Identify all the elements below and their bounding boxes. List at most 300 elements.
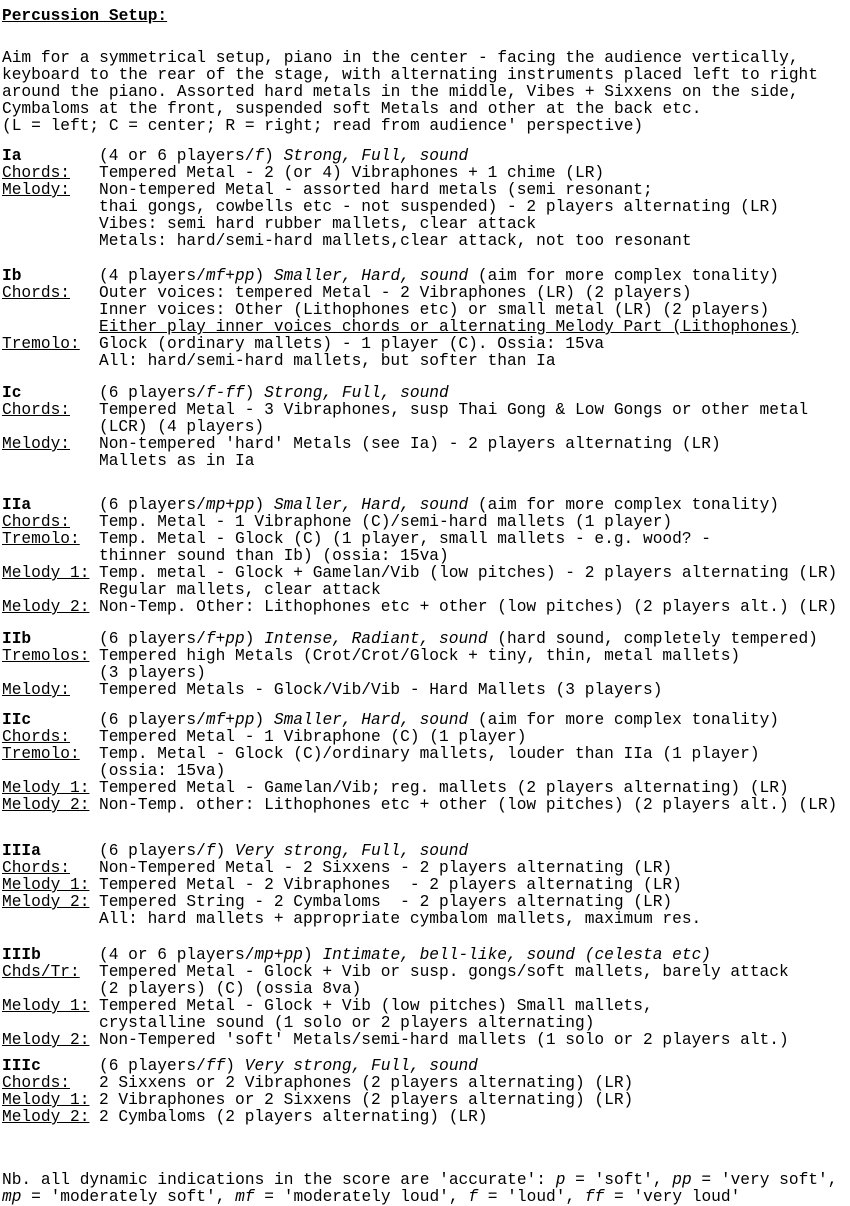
section-header-line: [2, 148, 850, 165]
row-label-text: Melody 1:: [2, 997, 90, 1015]
section-row-line: [2, 419, 850, 436]
text-run: Regular mallets, clear attack: [99, 581, 381, 599]
row-label-text: Tremolo:: [2, 745, 80, 763]
row-line-text: [99, 436, 721, 453]
section-id: [2, 843, 99, 860]
section-id-text: IIb: [2, 630, 32, 648]
text-run: Very strong, Full, sound: [244, 1057, 478, 1075]
row-label-text: Melody 1:: [2, 564, 90, 582]
row-label-text: Chords:: [2, 284, 70, 302]
row-line-text: [99, 877, 682, 894]
row-label: [2, 894, 99, 911]
text-run: mf+pp: [205, 711, 255, 729]
row-line-text: [99, 582, 381, 599]
footnote-line-2: [2, 1189, 850, 1206]
row-line-text: [99, 165, 604, 182]
text-run: mf+pp: [205, 267, 255, 285]
text-run: Tempered high Metals (Crot/Crot/Glock + tiny, thin, metal mallets): [99, 647, 741, 665]
row-label: [2, 648, 99, 665]
text-run: 2 Vibraphones or 2 Sixxens (2 players alternating) (LR): [99, 1091, 634, 1109]
text-run: Intimate, bell-like, sound (celesta etc): [322, 946, 712, 964]
section-row-line: [2, 682, 850, 699]
text-run: Mallets as in Ia: [99, 452, 255, 470]
row-line-text: [99, 665, 206, 682]
section-row-line: [2, 285, 850, 302]
text-run: Smaller, Hard, sound: [273, 711, 469, 729]
text-run: mp+pp: [205, 496, 255, 514]
text-run: (6 players/: [99, 842, 206, 860]
text-run: ): [254, 267, 274, 285]
section-row-line: [2, 964, 850, 981]
text-run: ): [264, 147, 284, 165]
row-line-text: [99, 319, 798, 336]
section-IIIa: [2, 843, 850, 928]
row-line-text: [99, 1032, 789, 1049]
section-row-line: [2, 582, 850, 599]
section-row-line: [2, 182, 850, 199]
section-header-text: [99, 497, 779, 514]
row-line-text: [99, 682, 662, 699]
row-line-text: [99, 797, 837, 814]
section-row-line: [2, 1015, 850, 1032]
text-run: Non-Temp. other: Lithophones etc + other (low pitches) (2 players alt.) (LR): [99, 796, 838, 814]
text-run: (3 players): [99, 664, 206, 682]
text-run: Temp. Metal - Glock (C)/ordinary mallets, louder than IIa (1 player): [99, 745, 760, 763]
section-row-line: [2, 548, 850, 565]
row-line-text: [99, 1075, 633, 1092]
row-label-text: Chords:: [2, 164, 70, 182]
row-label: [2, 797, 99, 814]
page-title: [2, 8, 850, 25]
row-label: [2, 565, 99, 582]
section-row-line: [2, 165, 850, 182]
section-row-line: [2, 648, 850, 665]
row-label: [2, 911, 99, 928]
row-label-text: Melody 2:: [2, 1108, 90, 1126]
row-label: [2, 336, 99, 353]
row-label: [2, 682, 99, 699]
text-run: (aim for more complex tonality): [468, 496, 780, 514]
text-run: Non-tempered 'hard' Metals (see Ia) - 2 players alternating (LR): [99, 435, 721, 453]
text-run: 2 Cymbaloms (2 players alternating) (LR): [99, 1108, 488, 1126]
text-run: Very strong, Full, sound: [235, 842, 469, 860]
text-run: ): [303, 946, 323, 964]
row-label: [2, 216, 99, 233]
row-label: [2, 1015, 99, 1032]
section-row-line: [2, 319, 850, 336]
text-run: Non-Tempered 'soft' Metals/semi-hard mallets (1 solo or 2 players alt.): [99, 1031, 789, 1049]
row-label: [2, 514, 99, 531]
row-label: [2, 780, 99, 797]
row-label-text: Melody 1:: [2, 779, 90, 797]
text-run: 2 Sixxens or 2 Vibraphones (2 players alternating) (LR): [99, 1074, 634, 1092]
text-run: mp+pp: [254, 946, 304, 964]
text-run: ): [215, 842, 236, 860]
row-label: [2, 998, 99, 1015]
text-run: (hard sound, completely tempered): [487, 630, 818, 648]
row-line-text: [99, 780, 789, 797]
text-run: = 'loud',: [478, 1188, 585, 1206]
row-label: [2, 302, 99, 319]
row-line-text: [99, 302, 769, 319]
row-label: [2, 665, 99, 682]
text-run: f: [205, 842, 216, 860]
intro-line-text: Aim for a symmetrical setup, piano in the center - facing the audience vertically,: [2, 49, 799, 67]
intro-line-text: around the piano. Assorted hard metals in the middle, Vibes + Sixxens on the side,: [2, 83, 799, 101]
row-label-text: Chords:: [2, 728, 70, 746]
text-run: mp: [2, 1188, 22, 1206]
row-line-text: [99, 1092, 633, 1109]
section-header-text: [99, 712, 779, 729]
row-label: [2, 582, 99, 599]
text-run: (6 players/: [99, 630, 206, 648]
section-row-line: [2, 780, 850, 797]
section-row-line: [2, 911, 850, 928]
intro-paragraph: [2, 50, 850, 135]
text-run: Either play inner voices chords or alternating Melody Part (Lithophones): [99, 318, 799, 336]
text-run: (2 players) (C) (ossia 8va): [99, 980, 362, 998]
text-run: crystalline sound (1 solo or 2 players alternating): [99, 1014, 595, 1032]
text-run: Tempered Metal - Glock + Vib or susp. gongs/soft mallets, barely attack: [99, 963, 789, 981]
section-header-line: [2, 712, 850, 729]
row-line-text: [99, 565, 837, 582]
text-run: mf: [235, 1188, 255, 1206]
section-header-text: [99, 268, 779, 285]
section-id: [2, 631, 99, 648]
text-run: Tempered Metal - Glock + Vib (low pitches) Small mallets,: [99, 997, 653, 1015]
section-id: [2, 947, 99, 964]
section-header-text: [99, 148, 468, 165]
row-line-text: [99, 548, 449, 565]
row-line-text: [99, 233, 692, 250]
section-row-line: [2, 216, 850, 233]
section-row-line: [2, 453, 850, 470]
text-run: f: [468, 1188, 479, 1206]
text-run: ): [254, 496, 274, 514]
row-label: [2, 860, 99, 877]
section-row-line: [2, 981, 850, 998]
text-run: (ossia: 15va): [99, 762, 226, 780]
section-row-line: [2, 199, 850, 216]
row-label: [2, 746, 99, 763]
row-label: [2, 419, 99, 436]
text-run: (6 players/: [99, 384, 206, 402]
text-run: (6 players/: [99, 496, 206, 514]
text-run: Non-tempered Metal - assorted hard metals (semi resonant;: [99, 181, 653, 199]
row-label: [2, 285, 99, 302]
footnote-line-text: [2, 1172, 837, 1189]
row-label-text: Chords:: [2, 513, 70, 531]
section-row-line: [2, 531, 850, 548]
section-id: [2, 385, 99, 402]
text-run: (aim for more complex tonality): [468, 267, 780, 285]
text-run: Nb. all dynamic indications in the score are 'accurate':: [2, 1171, 556, 1189]
text-run: Tempered Metal - 1 Vibraphone (C) (1 player): [99, 728, 527, 746]
intro-line-1: [2, 50, 850, 67]
section-row-line: [2, 353, 850, 370]
section-header-text: [99, 385, 449, 402]
section-header-text: [99, 1058, 478, 1075]
section-IIIb: [2, 947, 850, 1049]
intro-line-text: (L = left; C = center; R = right; read from audience' perspective): [2, 117, 644, 135]
text-run: (4 or 6 players/: [99, 946, 255, 964]
text-run: Smaller, Hard, sound: [273, 267, 469, 285]
row-line-text: [99, 648, 740, 665]
row-label-text: Melody 2:: [2, 893, 90, 911]
text-run: ): [225, 1057, 245, 1075]
row-label: [2, 1032, 99, 1049]
intro-line-4: [2, 101, 850, 118]
section-row-line: [2, 665, 850, 682]
section-id: [2, 1058, 99, 1075]
text-run: ): [244, 630, 265, 648]
intro-line-5: [2, 118, 850, 135]
intro-line-3: [2, 84, 850, 101]
section-IIc: [2, 712, 850, 814]
text-run: Strong, Full, sound: [283, 147, 469, 165]
section-header-line: [2, 385, 850, 402]
row-line-text: [99, 199, 779, 216]
text-run: ): [254, 711, 274, 729]
row-label-text: Tremolos:: [2, 647, 90, 665]
text-run: Non-Tempered Metal - 2 Sixxens - 2 players alternating (LR): [99, 859, 673, 877]
section-id-text: IIIb: [2, 946, 41, 964]
section-header-text: [99, 631, 818, 648]
section-header-line: [2, 947, 850, 964]
row-line-text: [99, 402, 808, 419]
section-header-line: [2, 843, 850, 860]
text-run: = 'soft',: [565, 1171, 673, 1189]
section-row-line: [2, 998, 850, 1015]
row-label: [2, 1109, 99, 1126]
section-id-text: IIa: [2, 496, 32, 514]
row-line-text: [99, 353, 556, 370]
section-id-text: IIc: [2, 711, 32, 729]
text-run: ff: [584, 1188, 605, 1206]
row-label: [2, 548, 99, 565]
section-row-line: [2, 894, 850, 911]
section-row-line: [2, 436, 850, 453]
text-run: Outer voices: tempered Metal - 2 Vibraphones (LR) (2 players): [99, 284, 692, 302]
row-label: [2, 165, 99, 182]
row-line-text: [99, 182, 653, 199]
section-row-line: [2, 302, 850, 319]
text-run: Vibes: semi hard rubber mallets, clear attack: [99, 215, 537, 233]
text-run: p: [555, 1171, 566, 1189]
section-header-line: [2, 268, 850, 285]
intro-line-text: Cymbaloms at the front, suspended soft Metals and other at the back etc.: [2, 100, 702, 118]
row-label: [2, 877, 99, 894]
row-line-text: [99, 981, 361, 998]
row-label: [2, 353, 99, 370]
text-run: All: hard mallets + appropriate cymbalom mallets, maximum res.: [99, 910, 702, 928]
text-run: (4 or 6 players/: [99, 147, 255, 165]
text-run: pp: [672, 1171, 692, 1189]
text-run: Tempered Metals - Glock/Vib/Vib - Hard Mallets (3 players): [99, 681, 663, 699]
section-row-line: [2, 402, 850, 419]
section-row-line: [2, 763, 850, 780]
section-row-line: [2, 599, 850, 616]
row-label-text: Chords:: [2, 401, 70, 419]
text-run: (4 players/: [99, 267, 206, 285]
text-run: Temp. Metal - 1 Vibraphone (C)/semi-hard mallets (1 player): [99, 513, 673, 531]
row-label-text: Tremolo:: [2, 530, 80, 548]
section-row-line: [2, 860, 850, 877]
row-label: [2, 199, 99, 216]
row-label: [2, 599, 99, 616]
sections-container: [2, 148, 850, 1126]
section-header-text: [99, 843, 468, 860]
text-run: Temp. Metal - Glock (C) (1 player, small mallets - e.g. wood? -: [99, 530, 711, 548]
row-label: [2, 981, 99, 998]
row-label-text: Melody:: [2, 435, 70, 453]
section-id-text: Ib: [2, 267, 22, 285]
row-line-text: [99, 860, 672, 877]
text-run: Tempered Metal - 2 Vibraphones - 2 players alternating (LR): [99, 876, 682, 894]
section-Ia: [2, 148, 850, 250]
section-row-line: [2, 797, 850, 814]
text-run: ): [244, 384, 265, 402]
text-run: Temp. metal - Glock + Gamelan/Vib (low pitches) - 2 players alternating (LR): [99, 564, 838, 582]
row-line-text: [99, 729, 526, 746]
text-run: = 'very soft',: [691, 1171, 838, 1189]
text-run: Tempered Metal - Gamelan/Vib; reg. mallets (2 players alternating) (LR): [99, 779, 789, 797]
row-label: [2, 964, 99, 981]
text-run: (LCR) (4 players): [99, 418, 265, 436]
section-row-line: [2, 1092, 850, 1109]
row-label-text: Melody 1:: [2, 876, 90, 894]
footnote-line-1: [2, 1172, 850, 1189]
section-row-line: [2, 565, 850, 582]
row-label: [2, 233, 99, 250]
section-id-text: Ia: [2, 147, 22, 165]
intro-line-2: [2, 67, 850, 84]
row-line-text: [99, 911, 701, 928]
text-run: = 'moderately loud',: [254, 1188, 469, 1206]
row-label: [2, 531, 99, 548]
page-title-text: Percussion Setup:: [2, 7, 168, 25]
row-line-text: [99, 1109, 488, 1126]
text-run: thai gongs, cowbells etc - not suspended) - 2 players alternating (LR): [99, 198, 779, 216]
text-run: f: [254, 147, 265, 165]
section-header-text: [99, 947, 711, 964]
row-label: [2, 436, 99, 453]
footnote-line-text: [2, 1189, 740, 1206]
row-line-text: [99, 998, 653, 1015]
row-label-text: Melody 1:: [2, 1091, 90, 1109]
row-line-text: [99, 336, 604, 353]
text-run: (aim for more complex tonality): [468, 711, 780, 729]
section-IIb: [2, 631, 850, 699]
section-id: [2, 712, 99, 729]
row-line-text: [99, 514, 672, 531]
row-line-text: [99, 453, 254, 470]
row-line-text: [99, 419, 264, 436]
section-row-line: [2, 1075, 850, 1092]
text-run: Smaller, Hard, sound: [273, 496, 469, 514]
row-label-text: Chds/Tr:: [2, 963, 80, 981]
section-id: [2, 148, 99, 165]
row-label: [2, 453, 99, 470]
section-id: [2, 497, 99, 514]
text-run: thinner sound than Ib) (ossia: 15va): [99, 547, 449, 565]
text-run: Glock (ordinary mallets) - 1 player (C). Ossia: 15va: [99, 335, 605, 353]
text-run: ff: [205, 1057, 226, 1075]
row-line-text: [99, 964, 789, 981]
text-run: (6 players/: [99, 711, 206, 729]
section-IIa: [2, 497, 850, 616]
text-run: Tempered Metal - 3 Vibraphones, susp Thai Gong & Low Gongs or other metal: [99, 401, 809, 419]
text-run: All: hard/semi-hard mallets, but softer than Ia: [99, 352, 556, 370]
text-run: Tempered String - 2 Cymbaloms - 2 players alternating (LR): [99, 893, 673, 911]
row-line-text: [99, 285, 692, 302]
text-run: Inner voices: Other (Lithophones etc) or small metal (LR) (2 players): [99, 301, 770, 319]
section-Ib: [2, 268, 850, 370]
section-id: [2, 268, 99, 285]
text-run: Tempered Metal - 2 (or 4) Vibraphones + 1 chime (LR): [99, 164, 605, 182]
text-run: f-ff: [205, 384, 245, 402]
text-run: = 'moderately soft',: [21, 1188, 236, 1206]
row-label: [2, 402, 99, 419]
row-label-text: Melody 2:: [2, 1031, 90, 1049]
row-line-text: [99, 599, 837, 616]
text-run: f+pp: [205, 630, 245, 648]
row-line-text: [99, 1015, 594, 1032]
text-run: Strong, Full, sound: [264, 384, 449, 402]
row-line-text: [99, 746, 760, 763]
section-row-line: [2, 233, 850, 250]
row-line-text: [99, 216, 536, 233]
row-label: [2, 1075, 99, 1092]
text-run: Metals: hard/semi-hard mallets,clear attack, not too resonant: [99, 232, 692, 250]
section-Ic: [2, 385, 850, 470]
row-label: [2, 319, 99, 336]
row-label-text: Chords:: [2, 1074, 70, 1092]
section-row-line: [2, 877, 850, 894]
section-row-line: [2, 336, 850, 353]
row-label-text: Chords:: [2, 859, 70, 877]
section-header-line: [2, 1058, 850, 1075]
section-row-line: [2, 1109, 850, 1126]
intro-line-text: keyboard to the rear of the stage, with alternating instruments placed left to right: [2, 66, 818, 84]
section-row-line: [2, 746, 850, 763]
row-label-text: Tremolo:: [2, 335, 80, 353]
row-line-text: [99, 763, 225, 780]
section-id-text: Ic: [2, 384, 22, 402]
row-label-text: Melody 2:: [2, 598, 90, 616]
row-label: [2, 1092, 99, 1109]
row-line-text: [99, 531, 711, 548]
row-line-text: [99, 894, 672, 911]
text-run: (6 players/: [99, 1057, 206, 1075]
text-run: = 'very loud': [604, 1188, 741, 1206]
row-label: [2, 729, 99, 746]
section-header-line: [2, 631, 850, 648]
row-label: [2, 763, 99, 780]
section-row-line: [2, 729, 850, 746]
dynamics-footnote: [2, 1172, 850, 1206]
row-label-text: Melody:: [2, 681, 70, 699]
section-header-line: [2, 497, 850, 514]
section-id-text: IIIc: [2, 1057, 41, 1075]
row-label: [2, 182, 99, 199]
section-id-text: IIIa: [2, 842, 41, 860]
section-row-line: [2, 1032, 850, 1049]
row-label-text: Melody 2:: [2, 796, 90, 814]
text-run: Intense, Radiant, sound: [264, 630, 488, 648]
row-label-text: Melody:: [2, 181, 70, 199]
section-IIIc: [2, 1058, 850, 1126]
